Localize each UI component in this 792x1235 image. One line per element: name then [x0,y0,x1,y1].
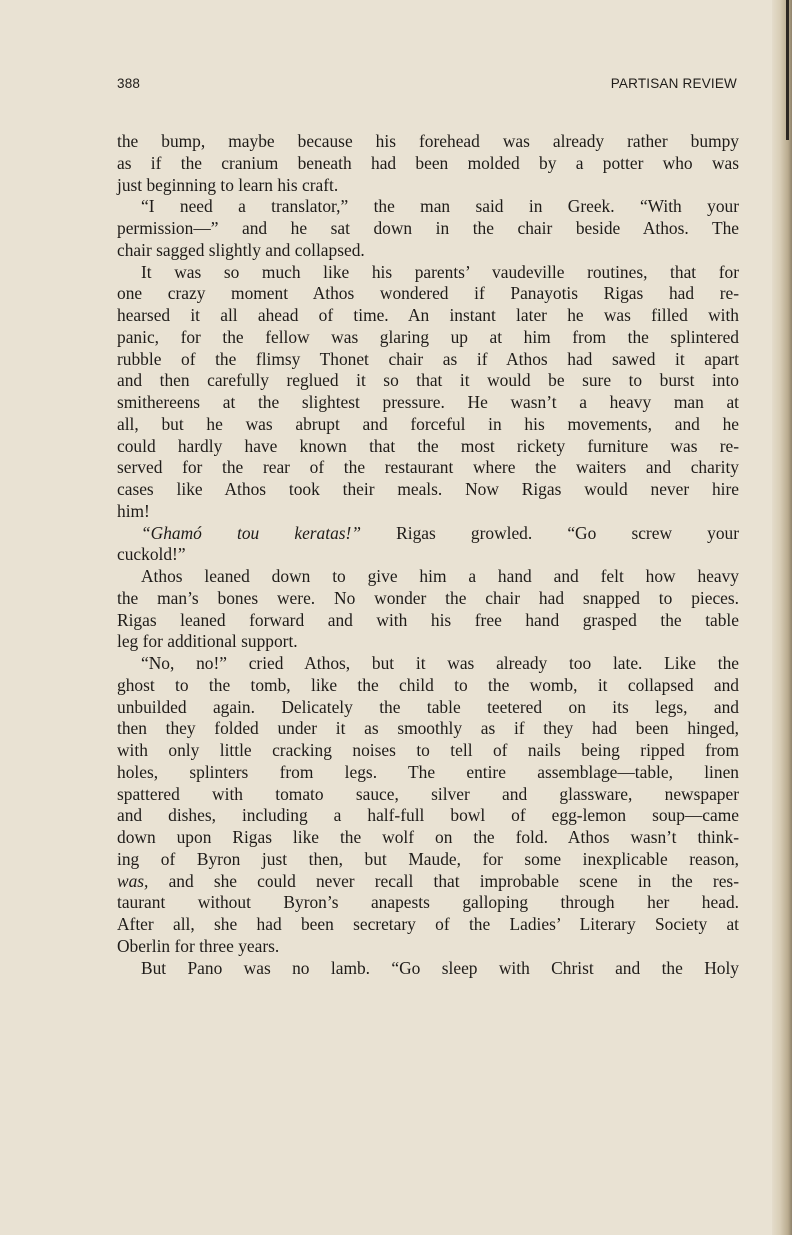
text-line: ghost to the tomb, like the child to the womb, it collapsed and [117,674,739,695]
text-line: could hardly have known that the most rickety furniture was re- [117,435,739,456]
page-edge-shadow [772,0,792,1235]
text-line: holes, splinters from legs. The entire assemblage—table, linen [117,761,739,782]
text-line: chair sagged slightly and collapsed. [117,239,365,260]
text-line: rubble of the flimsy Thonet chair as if Athos had sawed it apart [117,348,739,369]
text-line: It was so much like his parents’ vaudeville routines, that for [141,261,739,282]
text-line: and dishes, including a half-full bowl of egg-lemon soup—came [117,805,739,826]
text-line: down upon Rigas like the wolf on the fold. Athos wasn’t think- [117,827,739,847]
text-line: After all, she had been secretary of the Ladies’ Literary Society at [117,914,739,934]
text-line: Oberlin for three years. [117,935,280,956]
text-line: leg for additional support. [117,631,298,652]
page-number: 388 [117,76,141,91]
text-segment: Rigas growled. “Go screw your [361,522,740,543]
text-line: panic, for the fellow was glaring up at him from the splintered [117,326,739,347]
text-line: hearsed it all ahead of time. An instant later he was filled with [117,305,739,325]
text-line: the bump, maybe because his forehead was already rather bumpy [117,131,739,151]
text-line: smithereens at the slightest pressure. He wasn’t a heavy man at [117,392,739,412]
text-line: But Pano was no lamb. “Go sleep with Christ and the Holy [141,957,739,978]
body-text [117,131,739,979]
journal-title: PARTISAN REVIEW [610,76,737,91]
text-line: unbuilded again. Delicately the table teetered on its legs, and [117,696,739,717]
text-line: then they folded under it as smoothly as if they had been hinged, [117,718,739,739]
text-line: with only little cracking noises to tell of nails being ripped from [117,740,739,760]
text-line: as if the cranium beneath had been molded by a potter who was [117,152,739,173]
text-line: spattered with tomato sauce, silver and glassware, newspaper [117,783,739,804]
text-line: served for the rear of the restaurant where the waiters and charity [117,457,739,478]
text-line: all, but he was abrupt and forceful in his movements, and he [117,413,739,434]
text-line: permission—” and he sat down in the chair beside Athos. The [117,218,739,238]
text-line: Rigas leaned forward and with his free hand grasped the table [117,609,739,630]
italic-phrase: “Ghamó tou keratas!” [141,522,362,543]
running-head [117,76,737,96]
text-line [117,523,739,545]
text-line: cases like Athos took their meals. Now Rigas would never hire [117,479,739,499]
text-line: cuckold!” [117,544,186,565]
text-line: “I need a translator,” the man said in Greek. “With your [141,196,739,217]
text-line: and then carefully reglued it so that it would be sure to burst into [117,370,739,391]
text-line: taurant without Byron’s anapests galloping through her head. [117,892,739,913]
text-line: the man’s bones were. No wonder the chair had snapped to pieces. [117,587,739,608]
text-segment: and she could never recall that improbable scene in the res- [148,870,739,891]
text-line: ing of Byron just then, but Maude, for some inexplicable reason, [117,848,739,869]
text-line: one crazy moment Athos wondered if Panayotis Rigas had re- [117,283,739,304]
text-line: “No, no!” cried Athos, but it was already too late. Like the [141,653,739,673]
text-line [117,871,739,893]
italic-phrase: was, [117,870,149,891]
text-line: Athos leaned down to give him a hand and felt how heavy [141,566,739,586]
text-line: just beginning to learn his craft. [117,174,339,195]
text-line: him! [117,500,150,521]
page-edge-dark-line [786,0,789,140]
